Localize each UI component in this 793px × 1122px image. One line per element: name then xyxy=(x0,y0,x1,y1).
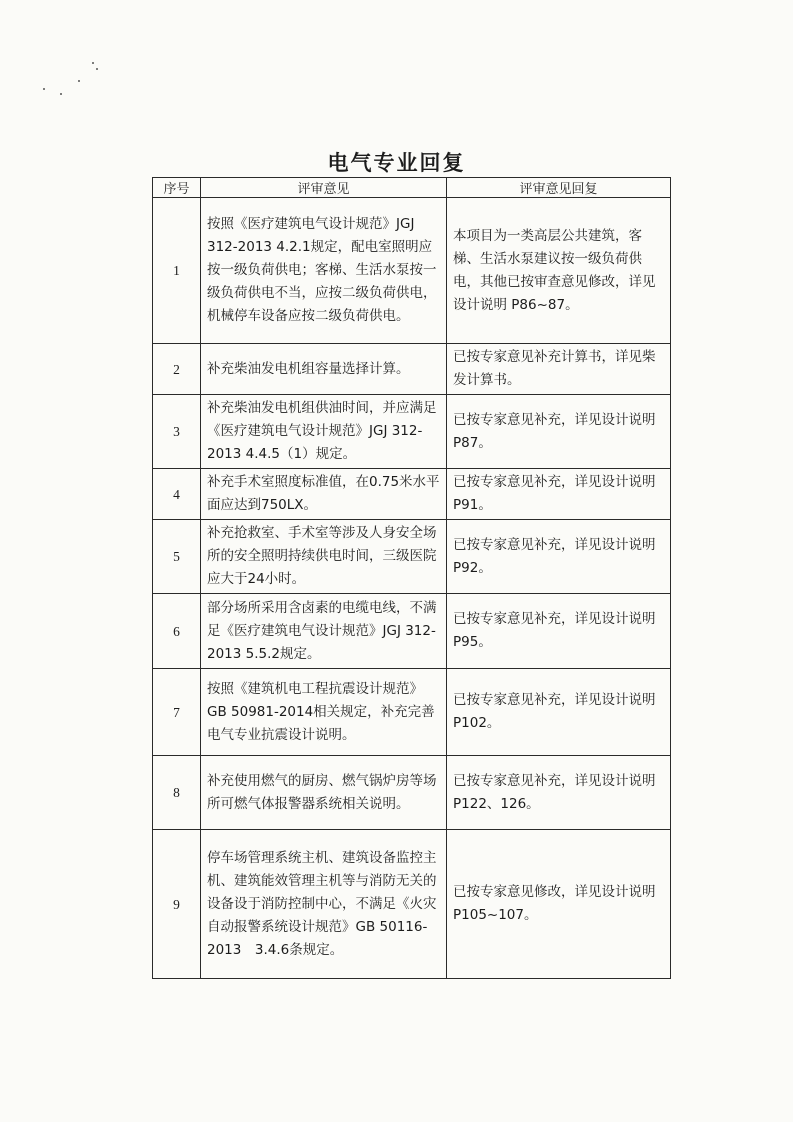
review-reply: 已按专家意见补充，详见设计说明 P91。 xyxy=(447,469,671,520)
row-number: 9 xyxy=(153,830,201,979)
table-row xyxy=(153,756,671,830)
scan-speck xyxy=(96,68,98,70)
review-comment: 补充抢救室、手术室等涉及人身安全场所的安全照明持续供电时间，三级医院应大于24小时。 xyxy=(201,520,447,594)
column-header-reply: 评审意见回复 xyxy=(447,178,671,198)
review-reply: 已按专家意见补充计算书，详见柴发计算书。 xyxy=(447,344,671,395)
table-row xyxy=(153,830,671,979)
review-reply: 已按专家意见补充，详见设计说明 P122、126。 xyxy=(447,756,671,830)
row-number: 8 xyxy=(153,756,201,830)
review-comment: 按照《建筑机电工程抗震设计规范》GB 50981-2014相关规定，补充完善电气专业抗震设计说明。 xyxy=(201,669,447,756)
table-row xyxy=(153,469,671,520)
row-number: 6 xyxy=(153,594,201,669)
row-number: 2 xyxy=(153,344,201,395)
review-comment: 补充柴油发电机组供油时间，并应满足《医疗建筑电气设计规范》JGJ 312-2013 4.4.5（1）规定。 xyxy=(201,395,447,469)
review-comment: 补充使用燃气的厨房、燃气锅炉房等场所可燃气体报警器系统相关说明。 xyxy=(201,756,447,830)
row-number: 4 xyxy=(153,469,201,520)
page-title: 电气专业回复 xyxy=(327,150,466,175)
row-number: 7 xyxy=(153,669,201,756)
review-comment: 停车场管理系统主机、建筑设备监控主机、建筑能效管理主机等与消防无关的设备设于消防控制中心，不满足《火灾自动报警系统设计规范》GB 50116-2013 3.4.6条规定。 xyxy=(201,830,447,979)
row-number: 3 xyxy=(153,395,201,469)
table-row xyxy=(153,520,671,594)
scan-speck xyxy=(43,88,45,90)
review-reply: 本项目为一类高层公共建筑，客梯、生活水泵建议按一级负荷供电，其他已按审查意见修改，详见设计说明 P86~87。 xyxy=(447,198,671,344)
review-reply: 已按专家意见补充，详见设计说明 P95。 xyxy=(447,594,671,669)
review-reply: 已按专家意见修改，详见设计说明 P105~107。 xyxy=(447,830,671,979)
column-header-comment: 评审意见 xyxy=(201,178,447,198)
review-comment: 按照《医疗建筑电气设计规范》JGJ 312-2013 4.2.1规定，配电室照明应按一级负荷供电；客梯、生活水泵按一级负荷供电不当，应按二级负荷供电，机械停车设备应按二级负荷供电。 xyxy=(201,198,447,344)
review-comment: 补充手术室照度标准值，在0.75米水平面应达到750LX。 xyxy=(201,469,447,520)
table-row xyxy=(153,669,671,756)
review-table xyxy=(152,177,671,979)
table-row xyxy=(153,198,671,344)
review-reply: 已按专家意见补充，详见设计说明 P102。 xyxy=(447,669,671,756)
scan-speck xyxy=(92,62,94,64)
table-header-row xyxy=(153,178,671,198)
review-reply: 已按专家意见补充，详见设计说明 P87。 xyxy=(447,395,671,469)
table-row xyxy=(153,594,671,669)
scan-speck xyxy=(60,93,62,95)
scan-speck xyxy=(78,80,80,82)
review-comment: 部分场所采用含卤素的电缆电线，不满足《医疗建筑电气设计规范》JGJ 312-2013 5.5.2规定。 xyxy=(201,594,447,669)
row-number: 5 xyxy=(153,520,201,594)
table-row xyxy=(153,344,671,395)
table-row xyxy=(153,395,671,469)
review-comment: 补充柴油发电机组容量选择计算。 xyxy=(201,344,447,395)
column-header-no: 序号 xyxy=(153,178,201,198)
review-reply: 已按专家意见补充，详见设计说明 P92。 xyxy=(447,520,671,594)
row-number: 1 xyxy=(153,198,201,344)
